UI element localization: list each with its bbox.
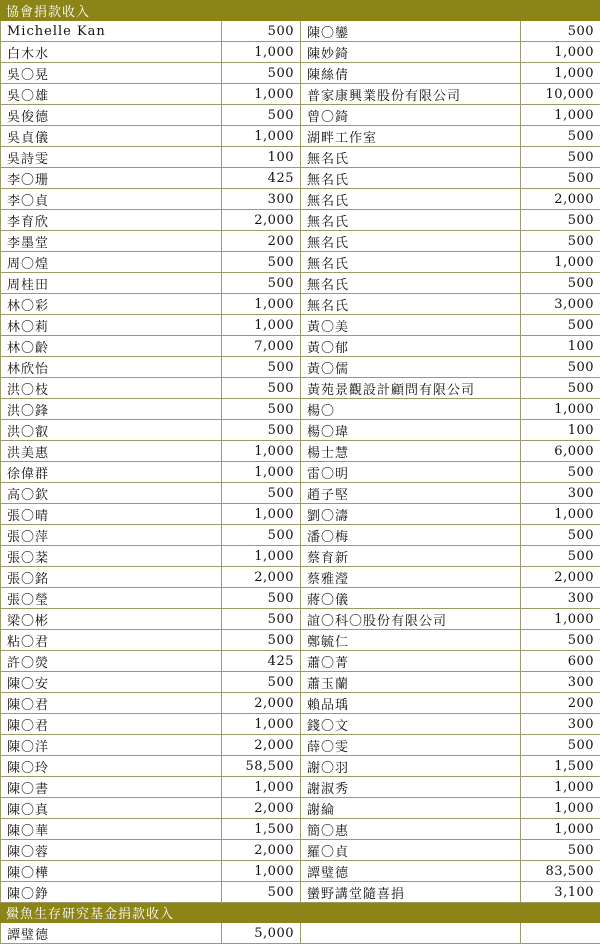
donation-amount: 500 — [222, 672, 301, 693]
donation-amount: 1,000 — [521, 42, 600, 63]
donation-amount: 200 — [521, 693, 600, 714]
donation-amount: 2,000 — [521, 189, 600, 210]
donation-amount: 500 — [521, 231, 600, 252]
donor-name: 林欣怡 — [1, 357, 222, 378]
table-row — [1, 609, 600, 630]
donation-amount: 7,000 — [222, 336, 301, 357]
donation-amount: 500 — [521, 357, 600, 378]
donation-amount: 500 — [222, 525, 301, 546]
donor-name: 蕭〇菁 — [301, 651, 521, 672]
table-row — [1, 714, 600, 735]
section-title: 協會捐款收入 — [1, 1, 600, 21]
donation-amount: 1,000 — [222, 504, 301, 525]
donor-name: 普家康興業股份有限公司 — [301, 84, 521, 105]
donor-name: 無名氏 — [301, 189, 521, 210]
donor-name: 楊士慧 — [301, 441, 521, 462]
donor-name: 洪美惠 — [1, 441, 222, 462]
table-row — [1, 882, 600, 903]
table-row — [1, 504, 600, 525]
table-row — [1, 273, 600, 294]
donation-amount: 6,000 — [521, 441, 600, 462]
donor-name: 徐偉群 — [1, 462, 222, 483]
donor-name: 蕭玉蘭 — [301, 672, 521, 693]
donor-name: 陳絲倩 — [301, 63, 521, 84]
donor-name — [301, 923, 521, 944]
donation-amount: 500 — [521, 168, 600, 189]
donation-amount: 500 — [222, 357, 301, 378]
donor-name: 洪〇叡 — [1, 420, 222, 441]
donation-amount: 2,000 — [222, 567, 301, 588]
donation-amount: 1,000 — [521, 609, 600, 630]
donation-amount: 58,500 — [222, 756, 301, 777]
table-row — [1, 567, 600, 588]
donor-name: 陳〇君 — [1, 714, 222, 735]
table-row — [1, 735, 600, 756]
donation-amount: 1,000 — [222, 462, 301, 483]
donor-name: 蔡雅瀅 — [301, 567, 521, 588]
donor-name: 譚璧德 — [1, 923, 222, 944]
table-row — [1, 315, 600, 336]
donor-name: 薛〇雯 — [301, 735, 521, 756]
donor-name: 梁〇彬 — [1, 609, 222, 630]
donation-amount: 2,000 — [222, 798, 301, 819]
donor-name: 張〇棻 — [1, 546, 222, 567]
table-row — [1, 336, 600, 357]
donor-name: 劉〇濤 — [301, 504, 521, 525]
donation-amount: 1,000 — [222, 861, 301, 882]
donor-name: 粘〇君 — [1, 630, 222, 651]
donor-name: 湖畔工作室 — [301, 126, 521, 147]
section-title: 鱟魚生存研究基金捐款收入 — [1, 903, 600, 923]
donation-amount: 10,000 — [521, 84, 600, 105]
donor-name: 雷〇明 — [301, 462, 521, 483]
donation-amount: 300 — [521, 672, 600, 693]
donor-name: 李育欣 — [1, 210, 222, 231]
donor-name: 黃〇美 — [301, 315, 521, 336]
donor-name: 無名氏 — [301, 168, 521, 189]
donation-amount: 3,100 — [521, 882, 600, 903]
donor-name: 謝淑秀 — [301, 777, 521, 798]
table-row — [1, 819, 600, 840]
table-row — [1, 105, 600, 126]
donation-amount: 1,000 — [222, 84, 301, 105]
table-row — [1, 231, 600, 252]
donation-amount: 300 — [521, 483, 600, 504]
table-row — [1, 672, 600, 693]
table-row — [1, 399, 600, 420]
table-row — [1, 441, 600, 462]
donation-amount: 1,000 — [222, 315, 301, 336]
donor-name: 蔣〇儀 — [301, 588, 521, 609]
donation-amount: 100 — [521, 420, 600, 441]
donation-amount: 500 — [222, 378, 301, 399]
table-row — [1, 126, 600, 147]
donation-amount: 1,000 — [222, 294, 301, 315]
donor-name: 蠻野講堂隨喜捐 — [301, 882, 521, 903]
table-row — [1, 798, 600, 819]
table-row — [1, 525, 600, 546]
donor-name: 潘〇梅 — [301, 525, 521, 546]
donation-amount: 300 — [521, 588, 600, 609]
donation-amount: 1,000 — [521, 63, 600, 84]
donation-amount: 500 — [521, 21, 600, 42]
donation-amount: 5,000 — [222, 923, 301, 944]
donor-name: 譚璧德 — [301, 861, 521, 882]
table-row — [1, 777, 600, 798]
donor-name: 陳〇鑾 — [301, 21, 521, 42]
donation-amount: 1,000 — [521, 105, 600, 126]
table-row — [1, 357, 600, 378]
table-row — [1, 294, 600, 315]
donor-name: 謝綸 — [301, 798, 521, 819]
donor-name: 黃苑景觀設計顧問有限公司 — [301, 378, 521, 399]
table-row — [1, 861, 600, 882]
donation-amount: 425 — [222, 168, 301, 189]
donation-amount: 2,000 — [222, 210, 301, 231]
donor-name: 鄭毓仁 — [301, 630, 521, 651]
donor-name: 李〇貞 — [1, 189, 222, 210]
donation-amount: 1,000 — [222, 126, 301, 147]
donor-name: Michelle Kan — [1, 21, 222, 42]
donor-name: 陳〇安 — [1, 672, 222, 693]
donation-amount: 1,000 — [222, 777, 301, 798]
donor-name: 吳〇晃 — [1, 63, 222, 84]
section-header-association — [1, 1, 600, 21]
donor-name: 陳〇真 — [1, 798, 222, 819]
donor-name: 吳詩雯 — [1, 147, 222, 168]
donation-amount: 500 — [222, 882, 301, 903]
donation-amount: 1,500 — [521, 756, 600, 777]
donor-name: 張〇瑩 — [1, 588, 222, 609]
donor-name: 林〇彩 — [1, 294, 222, 315]
table-row — [1, 378, 600, 399]
donation-amount: 500 — [222, 399, 301, 420]
donation-amount: 500 — [521, 126, 600, 147]
donation-amount: 2,000 — [222, 840, 301, 861]
donation-amount: 1,000 — [222, 714, 301, 735]
donation-amount: 500 — [521, 315, 600, 336]
table-row — [1, 21, 600, 42]
donor-name: 無名氏 — [301, 231, 521, 252]
donation-amount — [521, 923, 600, 944]
table-row — [1, 693, 600, 714]
donor-name: 陳〇君 — [1, 693, 222, 714]
table-row — [1, 42, 600, 63]
donor-name: 吳俊德 — [1, 105, 222, 126]
donor-name: 陳〇華 — [1, 819, 222, 840]
donor-name: 許〇熒 — [1, 651, 222, 672]
table-row — [1, 420, 600, 441]
donor-name: 張〇銘 — [1, 567, 222, 588]
donation-amount: 1,000 — [521, 819, 600, 840]
donation-amount: 3,000 — [521, 294, 600, 315]
donor-name: 無名氏 — [301, 273, 521, 294]
donation-amount: 2,000 — [222, 735, 301, 756]
table-row — [1, 588, 600, 609]
donor-name: 楊〇 — [301, 399, 521, 420]
table-row — [1, 630, 600, 651]
donation-amount: 1,000 — [222, 546, 301, 567]
table-row — [1, 84, 600, 105]
table-row — [1, 63, 600, 84]
table-row — [1, 462, 600, 483]
donation-amount: 500 — [222, 273, 301, 294]
table-row — [1, 651, 600, 672]
donation-amount: 500 — [222, 609, 301, 630]
donation-amount: 83,500 — [521, 861, 600, 882]
donation-amount: 500 — [222, 252, 301, 273]
donor-name: 林〇莉 — [1, 315, 222, 336]
donation-amount: 500 — [521, 462, 600, 483]
donation-amount: 500 — [521, 546, 600, 567]
donor-name: 蔡育新 — [301, 546, 521, 567]
table-row — [1, 483, 600, 504]
donation-amount: 500 — [222, 630, 301, 651]
donor-name: 錢〇文 — [301, 714, 521, 735]
donation-amount: 1,500 — [222, 819, 301, 840]
table-row — [1, 923, 600, 944]
donor-name: 陳〇玲 — [1, 756, 222, 777]
donation-amount: 1,000 — [222, 42, 301, 63]
donation-amount: 300 — [521, 714, 600, 735]
donor-name: 楊〇瑋 — [301, 420, 521, 441]
donation-amount: 500 — [222, 63, 301, 84]
donor-name: 無名氏 — [301, 147, 521, 168]
donor-name: 羅〇貞 — [301, 840, 521, 861]
donation-amount: 500 — [222, 588, 301, 609]
donor-name: 林〇齡 — [1, 336, 222, 357]
donor-name: 洪〇鋒 — [1, 399, 222, 420]
donor-name: 黃〇郁 — [301, 336, 521, 357]
table-row — [1, 147, 600, 168]
donation-amount: 500 — [222, 21, 301, 42]
donor-name: 吳〇雄 — [1, 84, 222, 105]
donor-name: 洪〇枝 — [1, 378, 222, 399]
donor-name: 周〇煌 — [1, 252, 222, 273]
donation-amount: 500 — [222, 105, 301, 126]
donor-name: 黃〇儒 — [301, 357, 521, 378]
donation-amount: 500 — [521, 630, 600, 651]
donation-amount: 425 — [222, 651, 301, 672]
donor-name: 張〇晴 — [1, 504, 222, 525]
donor-name: 陳〇書 — [1, 777, 222, 798]
donor-name: 陳〇蓉 — [1, 840, 222, 861]
donation-amount: 1,000 — [521, 798, 600, 819]
donor-name: 簡〇惠 — [301, 819, 521, 840]
donation-amount: 500 — [521, 525, 600, 546]
donor-name: 謝〇羽 — [301, 756, 521, 777]
donor-name: 賴品瑀 — [301, 693, 521, 714]
donation-amount: 100 — [521, 336, 600, 357]
donation-amount: 1,000 — [521, 252, 600, 273]
donor-name: 陳〇樺 — [1, 861, 222, 882]
table-row — [1, 546, 600, 567]
donation-amount: 100 — [222, 147, 301, 168]
donor-name: 李墨堂 — [1, 231, 222, 252]
donation-amount: 300 — [222, 189, 301, 210]
donation-amount: 500 — [521, 735, 600, 756]
donor-name: 曾〇錡 — [301, 105, 521, 126]
donation-amount: 600 — [521, 651, 600, 672]
donor-name: 張〇萍 — [1, 525, 222, 546]
table-row — [1, 756, 600, 777]
donation-amount: 2,000 — [521, 567, 600, 588]
donor-name: 李〇珊 — [1, 168, 222, 189]
donation-amount: 500 — [222, 420, 301, 441]
donor-name: 無名氏 — [301, 210, 521, 231]
donor-name: 吳貞儀 — [1, 126, 222, 147]
donation-amount: 1,000 — [222, 441, 301, 462]
donor-name: 白木水 — [1, 42, 222, 63]
donor-name: 周桂田 — [1, 273, 222, 294]
donor-name: 陳〇洋 — [1, 735, 222, 756]
donor-name: 趙子堅 — [301, 483, 521, 504]
donation-amount: 500 — [521, 273, 600, 294]
donation-amount: 2,000 — [222, 693, 301, 714]
table-row — [1, 189, 600, 210]
table-row — [1, 840, 600, 861]
donation-amount: 500 — [222, 483, 301, 504]
donor-name: 無名氏 — [301, 294, 521, 315]
donation-amount: 1,000 — [521, 399, 600, 420]
donation-amount: 1,000 — [521, 504, 600, 525]
donor-name: 陳妙錡 — [301, 42, 521, 63]
donation-amount: 500 — [521, 378, 600, 399]
donation-amount: 500 — [521, 147, 600, 168]
section-header-horseshoe-crab-fund — [1, 903, 600, 923]
donation-amount: 1,000 — [521, 777, 600, 798]
donation-amount: 200 — [222, 231, 301, 252]
donor-name: 誼〇科〇股份有限公司 — [301, 609, 521, 630]
donation-amount: 500 — [521, 210, 600, 231]
table-row — [1, 210, 600, 231]
table-row — [1, 252, 600, 273]
donor-name: 無名氏 — [301, 252, 521, 273]
table-row — [1, 168, 600, 189]
donation-amount: 500 — [521, 840, 600, 861]
donor-name: 陳〇錚 — [1, 882, 222, 903]
donor-name: 高〇欽 — [1, 483, 222, 504]
